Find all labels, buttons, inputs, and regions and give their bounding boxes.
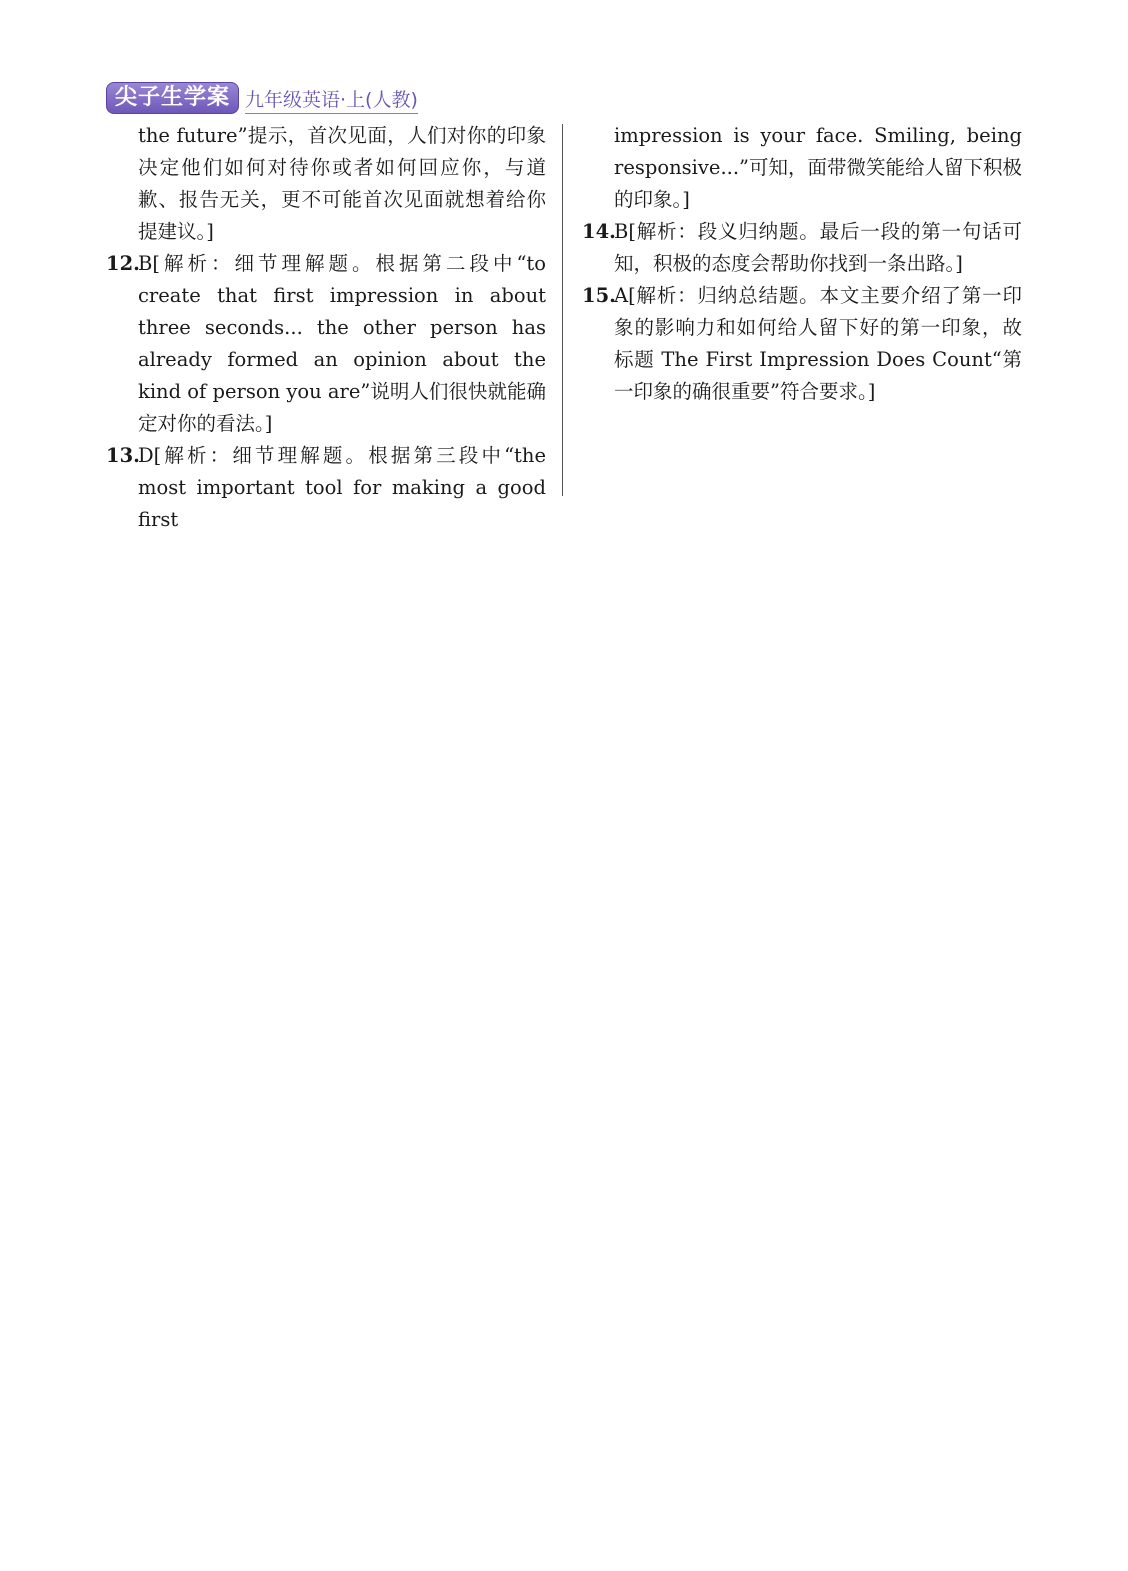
book-subtitle: 九年级英语·上(人教) xyxy=(245,87,418,114)
answer-13-continuation: impression is your face. Smiling, being responsive...”可知，面带微笑能给人留下积极的印象。] xyxy=(614,124,1023,211)
page-header xyxy=(106,82,418,114)
answer-text: A[解析：归纳总结题。本文主要介绍了第一印象的影响力和如何给人留下好的第一印象，故标题 The First Impression Does Count“第一印象的确很重要”符合要求。] xyxy=(614,284,1022,403)
answer-item-14 xyxy=(582,216,1022,280)
answer-text: B[解析：段义归纳题。最后一段的第一句话可知，积极的态度会帮助你找到一条出路。] xyxy=(614,220,1022,275)
answer-number: 14. xyxy=(582,220,616,243)
answer-item-13 xyxy=(106,440,546,536)
answer-number: 13. xyxy=(106,444,140,467)
answer-item-12 xyxy=(106,248,546,440)
answer-number: 15. xyxy=(582,284,616,307)
answer-text: B[解析：细节理解题。根据第二段中“to create that first impression in about three seconds... the other person has already formed an opinion about the kind of person you are”说明人们很快就能确定对你的看法。] xyxy=(138,252,546,435)
answer-text: D[解析：细节理解题。根据第三段中“the most important tool for making a good first xyxy=(138,444,546,531)
answer-item-15 xyxy=(582,280,1022,408)
right-column xyxy=(582,120,1022,408)
column-divider xyxy=(562,124,563,496)
answer-number: 12. xyxy=(106,252,140,275)
answer-11-continuation: the future”提示，首次见面，人们对你的印象决定他们如何对待你或者如何回应你，与道歉、报告无关，更不可能首次见面就想着给你提建议。] xyxy=(138,124,546,243)
left-column xyxy=(106,120,546,536)
brand-logo: 尖子生学案 xyxy=(106,82,239,114)
